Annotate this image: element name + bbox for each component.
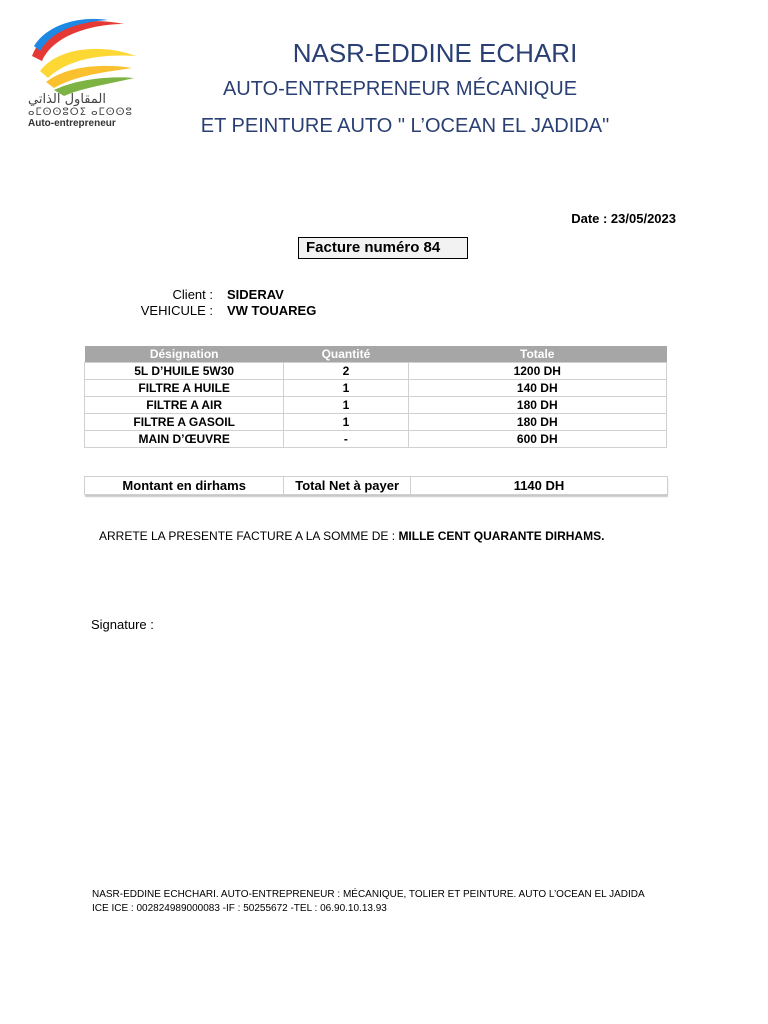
logo-tifinagh-text: ⴰⵎⵙⵙⵓⵔⵉ ⴰⵎⵙⵙⵓ [28,107,133,118]
logo-label: Auto-entrepreneur [28,118,116,129]
table-row [85,363,667,380]
company-title: NASR-EDDINE ECHARI [292,38,578,68]
totals-table [84,476,668,495]
header-total: Totale [408,346,666,363]
cell-quantity: 1 [284,397,408,414]
client-label: Client : [172,287,213,302]
cell-designation: 5L D’HUILE 5W30 [85,363,284,380]
header-designation: Désignation [85,346,284,363]
signature-label: Signature : [91,617,154,632]
logo-arabic-text: المقاول الذاتي [28,92,106,107]
footer-line-1: NASR-EDDINE ECHCHARI. AUTO-ENTREPRENEUR : MÉCANIQUE, TOLIER ET PEINTURE. AUTO L’OCEAN EL JADIDA [92,889,645,900]
cell-total: 600 DH [408,431,666,448]
totals-label: Montant en dirhams [85,477,284,495]
arrete-text: ARRETE LA PRESENTE FACTURE A LA SOMME DE : [99,529,396,543]
items-table [84,346,667,448]
client-value: SIDERAV [227,287,284,302]
cell-total: 1200 DH [408,363,666,380]
invoice-date: Date : 23/05/2023 [571,211,676,226]
arrete-statement [99,529,604,543]
header-quantity: Quantité [284,346,408,363]
table-row [85,397,667,414]
total-amount: 1140 DH [410,477,667,495]
company-subtitle-1: AUTO-ENTREPRENEUR MÉCANIQUE [222,78,578,100]
cell-designation: FILTRE A AIR [85,397,284,414]
table-row [85,414,667,431]
footer-line-2: ICE ICE : 002824989000083 -IF : 50255672 -TEL : 06.90.10.13.93 [92,903,387,914]
company-subtitle-2: ET PEINTURE AUTO " L’OCEAN EL JADIDA" [200,115,610,137]
cell-designation: MAIN D’ŒUVRE [85,431,284,448]
totals-row [85,477,668,495]
cell-total: 180 DH [408,414,666,431]
vehicle-label: VEHICULE : [140,303,213,318]
cell-designation: FILTRE A HUILE [85,380,284,397]
cell-total: 140 DH [408,380,666,397]
cell-quantity: 1 [284,414,408,431]
cell-designation: FILTRE A GASOIL [85,414,284,431]
amount-in-words: MILLE CENT QUARANTE DIRHAMS. [398,529,605,543]
cell-quantity: - [284,431,408,448]
table-row [85,431,667,448]
cell-total: 180 DH [408,397,666,414]
cell-quantity: 1 [284,380,408,397]
vehicle-value: VW TOUAREG [227,303,317,318]
table-row [85,380,667,397]
cell-quantity: 2 [284,363,408,380]
table-header-row [85,346,667,363]
invoice-number: Facture numéro 84 [298,237,468,259]
total-net-label: Total Net à payer [284,477,411,495]
